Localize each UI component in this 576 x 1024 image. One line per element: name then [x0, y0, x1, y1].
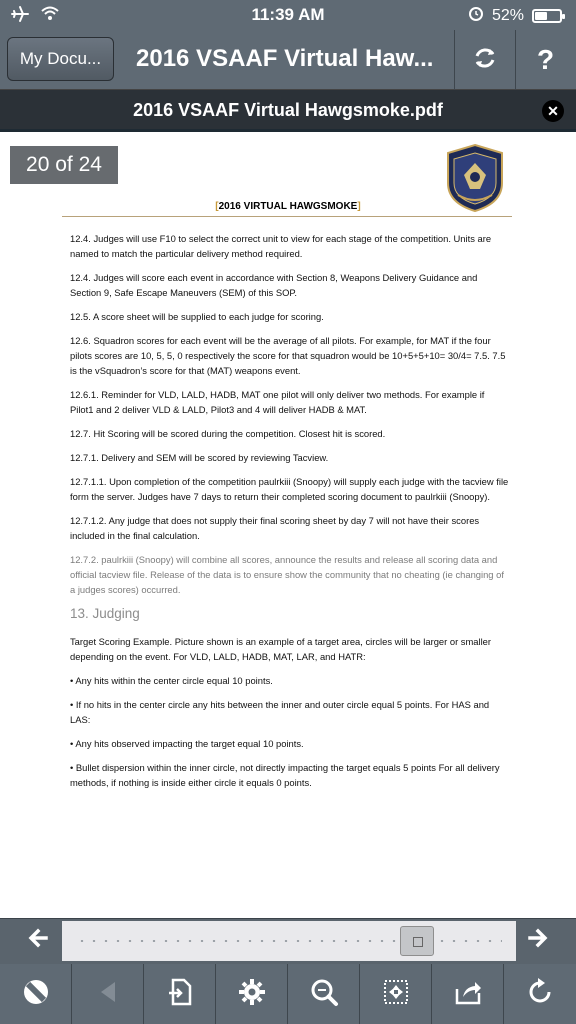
header-rule	[62, 216, 512, 217]
document-header	[0, 201, 576, 212]
crop-move-button[interactable]	[360, 964, 432, 1024]
bullet-item: • Any hits within the center circle equal 10 points.	[70, 675, 273, 686]
back-button[interactable]	[72, 964, 144, 1024]
share-button[interactable]	[432, 964, 504, 1024]
search-icon	[309, 977, 339, 1012]
paragraph: 12.4. Judges will use F10 to select the correct unit to view for each stage of the competition. Units are named to match the particular delivery method required.	[70, 233, 492, 259]
paragraph: 12.5. A score sheet will be supplied to each judge for scoring.	[70, 311, 324, 322]
paragraph: 12.7.1. Delivery and SEM will be scored by reviewing Tacview.	[70, 452, 329, 463]
nav-title: 2016 VSAAF Virtual Haw...	[136, 45, 434, 72]
bullet-item: • Any hits observed impacting the target equal 10 points.	[70, 738, 304, 749]
document-page[interactable]	[0, 135, 576, 918]
page-slider-track[interactable]	[62, 921, 516, 961]
alarm-icon	[468, 5, 484, 26]
share-icon	[453, 977, 483, 1012]
rotate-button[interactable]	[504, 964, 576, 1024]
paragraph: 12.6. Squadron scores for each event will be the average of all pilots. For example, for MAT if the four pilots scores are 10, 5, 5, 0 respectively the score for that squadron would be 10+5+5+10= 30/4= 7.5. 7.5 is the vSquadron’s score for that (MAT) weapons event.	[70, 335, 506, 376]
header-bracket-open: [	[215, 201, 219, 212]
help-button[interactable]: ?	[515, 30, 575, 90]
search-button[interactable]	[288, 964, 360, 1024]
battery-icon	[532, 9, 562, 23]
crop-move-icon	[381, 977, 411, 1012]
night-mode-button[interactable]	[0, 964, 72, 1024]
paragraph: 12.7.1.2. Any judge that does not supply their final scoring sheet by day 7 will not have their scores included in the final calculation.	[70, 515, 480, 541]
nav-bar	[0, 30, 576, 90]
document-body	[70, 231, 510, 799]
paragraph: 12.7.2. paulrkiii (Snoopy) will combine all scores, announce the results and release all scoring data and official tacview file. Release of the data is to ensure show the community that no cheating (ie changing of a judges scores) occurred.	[70, 554, 504, 595]
status-time: 11:39 AM	[251, 5, 325, 24]
status-bar	[0, 0, 576, 30]
export-page-button[interactable]	[144, 964, 216, 1024]
paragraph: Target Scoring Example. Picture shown is an example of a target area, circles will be larger or smaller depending on the event. For VLD, LALD, HADB, MAT, LAR, and HATR:	[70, 636, 492, 662]
page-indicator: 20 of 24	[10, 146, 118, 184]
back-arrow-icon	[95, 979, 121, 1010]
battery-percent: 52%	[491, 6, 524, 24]
settings-gear-icon	[237, 977, 267, 1012]
page-scrubber	[0, 918, 576, 964]
paragraph: 12.7. Hit Scoring will be scored during the competition. Closest hit is scored.	[70, 428, 386, 439]
status-right	[468, 5, 562, 26]
paragraph: 12.4. Judges will score each event in accordance with Section 8, Weapons Delivery Guidance and Section 9, Safe Escape Maneuvers (SEM) of this SOP.	[70, 272, 478, 298]
header-text: 2016 VIRTUAL HAWGSMOKE	[218, 201, 358, 212]
settings-button[interactable]	[216, 964, 288, 1024]
sync-icon	[470, 43, 500, 78]
night-mode-icon	[21, 977, 51, 1012]
bullet-item: • Bullet dispersion within the inner circle, not directly impacting the target equals 5 points For all delivery methods, if nothing is inside either circle it equals 0 points.	[70, 762, 500, 788]
track-dots	[76, 940, 502, 942]
my-documents-back-button[interactable]: My Docu...	[7, 37, 114, 81]
paragraph: 12.7.1.1. Upon completion of the competition paulrkiii (Snoopy) will supply each judge with the tacview file form the server. Judges have 7 days to return their completed scoring document to paulrkiii (Snoopy).	[70, 476, 509, 502]
bullet-item: • If no hits in the center circle any hits between the inner and outer circle equal 5 points. For HAS and LAS:	[70, 699, 490, 725]
section-heading: 13. Judging	[70, 606, 140, 621]
page-slider-thumb[interactable]	[400, 926, 434, 956]
sync-button[interactable]	[454, 30, 514, 90]
bottom-toolbar	[0, 964, 576, 1024]
file-name: 2016 VSAAF Virtual Hawgsmoke.pdf	[133, 100, 443, 120]
export-page-icon	[165, 977, 195, 1012]
file-title-bar	[0, 90, 576, 132]
paragraph: 12.6.1. Reminder for VLD, LALD, HADB, MAT one pilot will only deliver two methods. For example if Pilot1 and 2 deliver VLD & LALD, Pilot3 and 4 will deliver HADB & MAT.	[70, 389, 485, 415]
close-icon[interactable]: ✕	[542, 100, 564, 122]
battery-fill	[535, 12, 547, 20]
rotate-icon	[525, 977, 555, 1012]
arrow-left-icon[interactable]	[22, 926, 54, 958]
arrow-right-icon[interactable]	[522, 926, 554, 958]
header-bracket-close: ]	[357, 201, 361, 212]
